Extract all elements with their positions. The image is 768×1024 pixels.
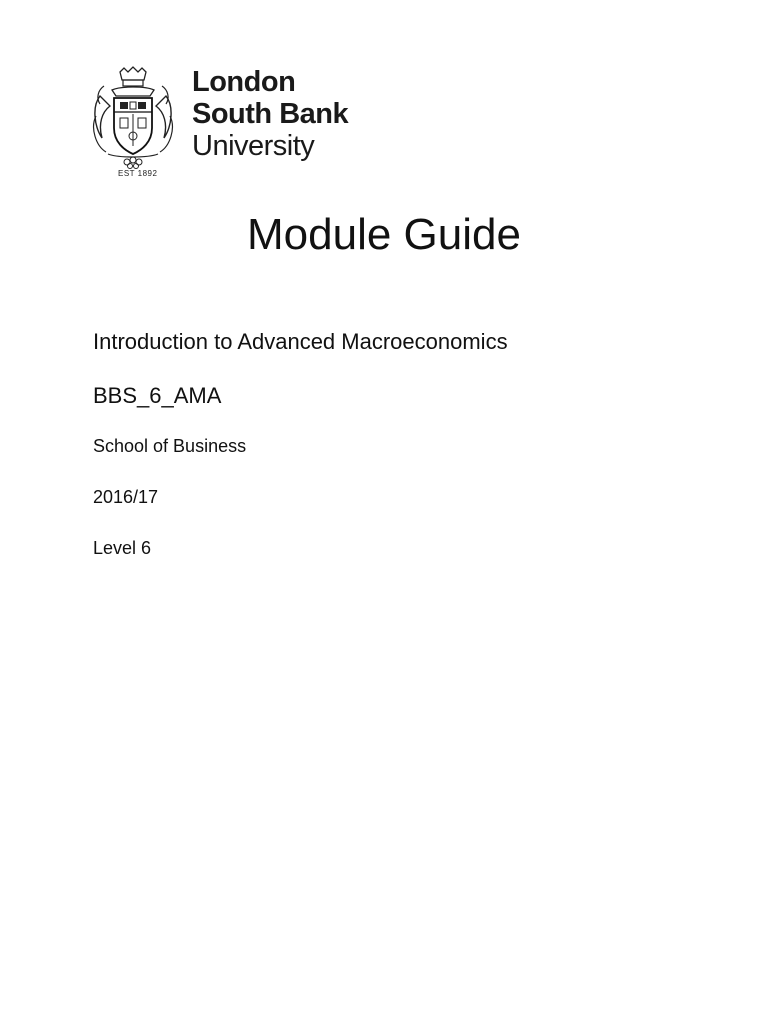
module-code: BBS_6_AMA	[93, 383, 222, 408]
wordmark-line-3: University	[192, 130, 315, 162]
university-wordmark	[192, 68, 348, 164]
school-name: School of Business	[93, 436, 247, 456]
page-title: Module Guide	[247, 210, 521, 259]
module-name: Introduction to Advanced Macroeconomics	[93, 329, 508, 354]
wordmark-line-1: London	[192, 66, 296, 98]
crest-icon	[90, 66, 176, 170]
wordmark-line-2: South Bank	[192, 98, 349, 130]
module-level: Level 6	[93, 538, 152, 558]
established-year: EST 1892	[118, 169, 158, 178]
academic-year: 2016/17	[93, 487, 159, 507]
university-logo	[90, 66, 360, 186]
